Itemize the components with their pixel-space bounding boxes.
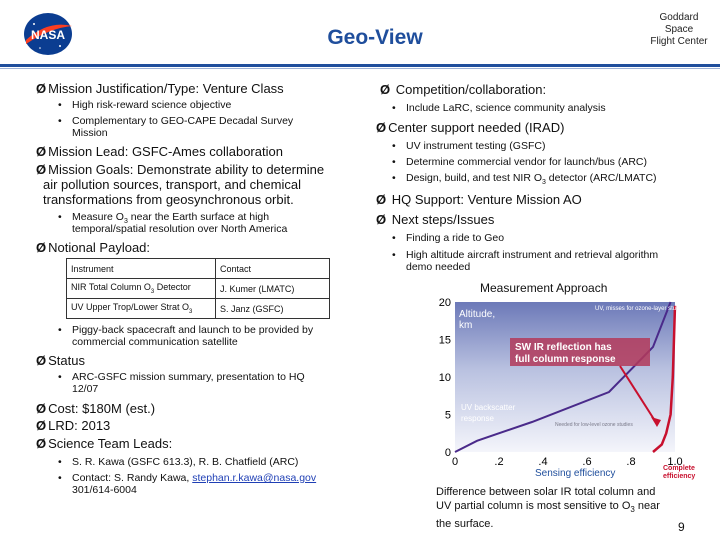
competition: Ø Competition/collaboration: (380, 82, 547, 97)
science-team-leads: Ø Science Team Leads: (36, 436, 173, 451)
y-tick-label: 0 (444, 447, 451, 459)
xlabel: Sensing efficiency (535, 468, 616, 479)
ylabel-line2: km (459, 320, 473, 331)
payload-header-row (67, 259, 330, 279)
payload-instrument: NIR Total Column $O_3$ Detector (67, 279, 216, 299)
ylabel-line1: Altitude, (459, 309, 496, 320)
measurement-chart (435, 294, 707, 484)
bullet-high-risk: • High risk-reward science objective (58, 99, 232, 111)
bullet-nir-detector: • Design, build, and test NIR $O_3$ detector (ARC/LMATC) (392, 172, 657, 187)
header-divider-thin (0, 68, 720, 69)
mission-goals: Ø Mission Goals: Demonstrate ability to determine (36, 162, 325, 177)
bullet-measure-o3-cont: temporal/spatial resolution over North America (72, 223, 288, 235)
center-support: Ø Center support needed (IRAD) (376, 120, 565, 135)
bullet-aircraft: • High altitude aircraft instrument and retrieval algorithm (392, 249, 659, 261)
bullet-measure-o3: • Measure $O_3$ near the Earth surface at high (58, 211, 270, 226)
mission-goals-line2: air pollution sources, transport, and chemical (43, 177, 301, 192)
x-tick-label: .8 (626, 456, 636, 468)
bullet-piggyback-cont: commercial communication satellite (72, 336, 238, 348)
hq-support: Ø HQ Support: Venture Mission AO (376, 192, 582, 207)
nasa-logo (20, 10, 76, 58)
mission-goals-line3: transformations from geosynchronous orbit. (43, 192, 294, 207)
payload-header-instrument: Instrument (67, 259, 216, 279)
x-tick-label: .6 (582, 456, 592, 468)
mission-justification: Ø Mission Justification/Type: Venture Class (36, 81, 284, 96)
payload-header-contact: Contact (216, 259, 330, 279)
chart-caption: Difference between solar IR total column and UV partial column is most sensitive to $O_3$ near the surface. (436, 486, 660, 531)
sw-ir-label-2: full column response (515, 354, 616, 365)
y-tick-label: 5 (444, 409, 451, 422)
bullet-complementary: • Complementary to GEO-CAPE Decadal Survey (58, 115, 294, 127)
bullet-vendor: • Determine commercial vendor for launch/bus (ARC) (392, 156, 648, 168)
bullet-status-cont: 12/07 (72, 383, 99, 395)
bullet-complementary-cont: Mission (72, 127, 108, 139)
x-tick-label: 0 (451, 456, 459, 468)
bullet-status: • ARC-GSFC mission summary, presentation to HQ (58, 371, 305, 383)
contact-email-link[interactable]: stephan.r.kawa@nasa.gov (192, 472, 317, 484)
complete-label-1: Complete (663, 465, 695, 472)
bullet-piggyback: • Piggy-back spacecraft and launch to be provided by (58, 324, 314, 336)
next-steps: Ø Next steps/Issues (376, 212, 495, 227)
header-divider (0, 64, 720, 67)
uv-backscatter-label-2: response (461, 414, 494, 423)
notional-payload: Ø Notional Payload: (36, 240, 151, 255)
sw-ir-label-1: SW IR reflection has (515, 342, 612, 353)
payload-contact: S. Janz (GSFC) (216, 299, 330, 319)
lrd: Ø LRD: 2013 (36, 418, 111, 433)
page-number: 9 (678, 520, 685, 534)
bullet-include-larc: • Include LaRC, science community analysis (392, 102, 606, 114)
payload-table (66, 258, 330, 319)
faint-note: Needed for low-level ozone studies (555, 422, 633, 428)
table-row (67, 299, 330, 319)
bullet-ride: • Finding a ride to Geo (392, 232, 505, 244)
payload-instrument: UV Upper Trop/Lower Strat $O_3$ (67, 299, 216, 319)
chart-title: Measurement Approach (480, 281, 608, 295)
center-name: Goddard Space Flight Center (650, 12, 708, 47)
bullet-contact: • Contact: S. Randy Kawa, stephan.r.kawa@nasa.gov (58, 472, 317, 484)
bullet-uv-testing: • UV instrument testing (GSFC) (392, 140, 546, 152)
y-tick-label: 20 (438, 297, 451, 309)
x-tick-label: .4 (538, 456, 548, 468)
y-tick-label: 15 (438, 334, 451, 347)
uv-note: UV, misses for ozone-layer studies, HEBF (595, 306, 707, 312)
page-title: Geo-View (327, 26, 423, 49)
x-tick-label: .2 (494, 456, 504, 468)
payload-contact: J. Kumer (LMATC) (216, 279, 330, 299)
svg-text:NASA: NASA (30, 28, 66, 42)
complete-label-2: efficiency (663, 473, 696, 480)
y-tick-label: 10 (438, 372, 451, 384)
uv-backscatter-label-1: UV backscatter (461, 403, 516, 412)
status: Ø Status (36, 353, 85, 368)
bullet-leads: • S. R. Kawa (GSFC 613.3), R. B. Chatfield (ARC) (58, 456, 299, 468)
bullet-contact-phone: 301/614-6004 (72, 484, 137, 496)
table-row (67, 279, 330, 299)
x-tick-label: 1.0 (667, 456, 683, 468)
plot-area (455, 302, 675, 452)
mission-lead: Ø Mission Lead: GSFC-Ames collaboration (36, 144, 283, 159)
bullet-aircraft-cont: demo needed (406, 261, 471, 273)
cost: Ø Cost: $180M (est.) (36, 401, 156, 416)
